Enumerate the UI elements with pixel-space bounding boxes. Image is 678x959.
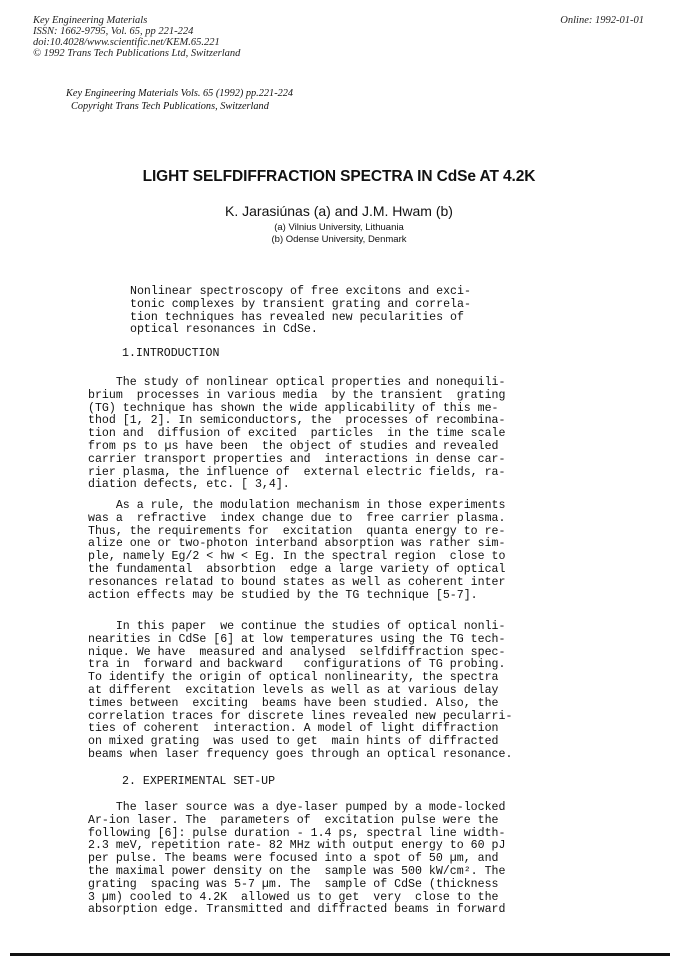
text-line: Ar-ion laser. The parameters of excitation pulse were the [88, 813, 499, 827]
meta-line: Key Engineering Materials [33, 15, 148, 26]
paragraph-intro-1 [88, 377, 505, 492]
paper-title: LIGHT SELFDIFFRACTION SPECTRA IN CdSe AT 4.2K [142, 168, 536, 185]
online-date: Online: 1992-01-01 [560, 15, 644, 26]
text-line: on mixed grating was used to get main hints of diffracted [88, 735, 499, 749]
text-line: the maximal power density on the sample was 500 kW/cm². The [88, 864, 506, 878]
text-line: action effects may be studied by the TG technique [5-7]. [88, 588, 478, 602]
abstract-line: Nonlinear spectroscopy of free excitons and exci- [130, 285, 471, 298]
text-line: per pulse. The beams were focused into a spot of 50 µm, and [88, 852, 499, 866]
text-line: To identify the origin of optical nonlinearity, the spectra [88, 671, 499, 685]
paragraph-experimental-1 [88, 802, 505, 917]
affiliation: (a) Vilnius University, Lithuania [274, 222, 404, 233]
text-line: ties of coherent interaction. A model of light diffraction [88, 722, 499, 736]
paper-authors: K. Jarasiúnas (a) and J.M. Hwam (b) [225, 203, 453, 219]
text-line: brium processes in various media by the transient grating [88, 388, 506, 402]
section-heading-experimental: 2. EXPERIMENTAL SET-UP [122, 775, 276, 788]
publication-metadata [33, 15, 240, 59]
text-line: (TG) technique has shown the wide applicability of this me- [88, 401, 499, 415]
text-line: ple, namely Eg/2 < hw < Eg. In the spectral region close to [88, 550, 506, 564]
text-line: alize one or two-photon interband absorption was rather sim- [88, 537, 506, 551]
copyright-line: Copyright Trans Tech Publications, Switzerland [71, 101, 269, 112]
abstract-line: tion techniques has revealed new pecularities of [130, 310, 464, 324]
doi-link[interactable]: doi:10.4028/www.scientific.net/KEM.65.221 [33, 37, 220, 48]
text-line: 3 µm) cooled to 4.2K allowed us to get very close to the [88, 890, 499, 904]
text-line: thod [1, 2]. In semiconductors, the processes of recombina- [88, 414, 506, 428]
abstract [130, 286, 471, 337]
text-line: The laser source was a dye-laser pumped by a mode-locked [88, 801, 506, 814]
affiliation: (b) Odense University, Denmark [271, 234, 407, 245]
text-line: diation defects, etc. [ 3,4]. [88, 478, 290, 492]
text-line: carrier transport properties and interactions in dense car- [88, 452, 506, 466]
affiliations [0, 222, 678, 246]
text-line: tion and diffusion of excited particles in the time scale [88, 427, 506, 441]
text-line: was a refractive index change due to free carrier plasma. [88, 511, 506, 525]
text-line: resonances relatad to bound states as well as coherent inter [88, 575, 506, 589]
abstract-line: optical resonances in CdSe. [130, 323, 318, 337]
journal-citation [66, 87, 293, 113]
text-line: following [6]: pulse duration - 1.4 ps, spectral line width- [88, 826, 506, 840]
text-line: rier plasma, the influence of external electric fields, ra- [88, 465, 506, 479]
text-line: grating spacing was 5-7 µm. The sample of CdSe (thickness [88, 877, 499, 891]
text-line: nearities in CdSe [6] at low temperatures using the TG tech- [88, 632, 506, 646]
text-line: correlation traces for discrete lines revealed new pecularri- [88, 709, 513, 723]
paragraph-intro-2 [88, 500, 505, 602]
text-line: The study of nonlinear optical properties and nonequili- [88, 376, 506, 389]
text-line: 2.3 meV, repetition rate- 82 MHz with output energy to 60 pJ [88, 839, 506, 853]
section-heading-introduction: 1.INTRODUCTION [122, 347, 220, 360]
journal-line: Key Engineering Materials Vols. 65 (1992) pp.221-224 [66, 88, 294, 99]
text-line: from ps to µs have been the object of studies and revealed [88, 439, 499, 453]
text-line: tra in forward and backward configurations of TG probing. [88, 658, 506, 672]
page-bottom-rule [10, 953, 670, 956]
meta-line: ISSN: 1662-9795, Vol. 65, pp 221-224 [33, 26, 194, 37]
text-line: In this paper we continue the studies of optical nonli- [88, 620, 506, 633]
text-line: beams when laser frequency goes through an optical resonance. [88, 747, 513, 761]
text-line: As a rule, the modulation mechanism in those experiments [88, 499, 506, 512]
meta-line: © 1992 Trans Tech Publications Ltd, Switzerland [33, 48, 241, 59]
text-line: at different excitation levels as well as at various delay [88, 683, 499, 697]
text-line: times between exciting beams have been studied. Also, the [88, 696, 499, 710]
text-line: nique. We have measured and analysed selfdiffraction spec- [88, 645, 506, 659]
abstract-line: tonic complexes by transient grating and correla- [130, 297, 471, 311]
text-line: the fundamental absorbtion edge a large variety of optical [88, 562, 506, 576]
paragraph-intro-3 [88, 621, 512, 762]
text-line: Thus, the requirements for excitation quanta energy to re- [88, 524, 506, 538]
text-line: absorption edge. Transmitted and diffracted beams in forward [88, 903, 506, 917]
